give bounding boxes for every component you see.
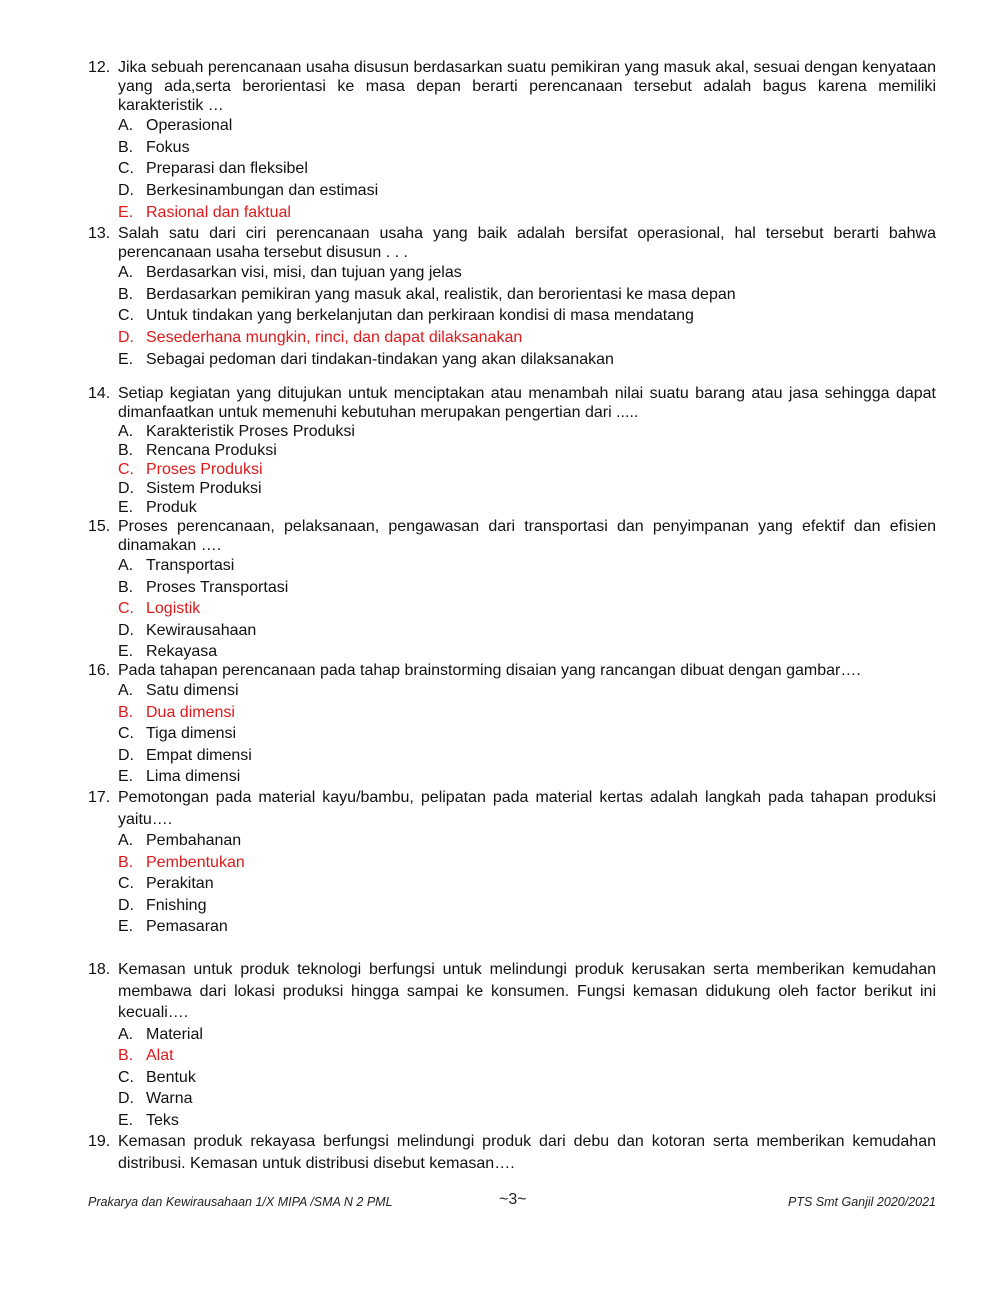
option-b — [118, 441, 936, 460]
option-letter: B. — [118, 1047, 134, 1064]
option-d — [118, 479, 936, 498]
option-e — [118, 498, 936, 517]
option-text: Material — [146, 1025, 203, 1043]
question-stem — [88, 384, 936, 422]
option-a — [118, 422, 936, 441]
option-letter: C. — [118, 1068, 134, 1086]
question-13 — [88, 224, 936, 371]
question-number: 14. — [88, 385, 111, 402]
option-e — [118, 766, 936, 788]
question-14 — [88, 384, 936, 517]
question-16 — [88, 661, 936, 788]
option-letter: C. — [118, 875, 134, 892]
option-text: Sesederhana mungkin, rinci, dan dapat dilaksanakan — [146, 329, 523, 347]
option-letter: D. — [118, 182, 134, 200]
question-text: Jika sebuah perencanaan usaha disusun berdasarkan suatu pemikiran yang masuk akal, sesuai dengan kenyataan yang ada,serta berorientasi ke masa depan berarti perencanaan tersebut adalah bagus karena memiliki karakteristik … — [118, 59, 936, 114]
option-text: Satu dimensi — [146, 682, 239, 699]
option-letter: B. — [118, 285, 134, 303]
option-text: Sistem Produksi — [146, 480, 262, 497]
option-letter: C. — [118, 461, 134, 478]
option-text: Sebagai pedoman dari tindakan-tindakan yang akan dilaksanakan — [146, 350, 614, 368]
question-text: Salah satu dari ciri perencanaan usaha yang baik adalah bersifat operasional, hal tersebut berarti bahwa perencanaan usaha tersebut disusun . . . — [118, 225, 936, 261]
option-d — [118, 1088, 936, 1110]
option-e — [118, 1110, 936, 1132]
option-letter: C. — [118, 725, 134, 742]
option-text: Operasional — [146, 117, 233, 134]
question-stem — [88, 58, 936, 115]
option-text: Berdasarkan visi, misi, dan tujuan yang jelas — [146, 264, 462, 281]
question-stem — [88, 1131, 936, 1174]
option-list — [118, 555, 936, 663]
option-letter: A. — [118, 264, 134, 281]
question-text: Kemasan produk rekayasa berfungsi melindungi produk dari debu dan kotoran serta memberikan kemudahan distribusi. Kemasan untuk distribusi disebut kemasan…. — [118, 1133, 936, 1172]
question-17 — [88, 787, 936, 938]
option-text: Fokus — [146, 138, 190, 156]
option-list — [118, 680, 936, 788]
option-text: Preparasi dan fleksibel — [146, 160, 308, 178]
question-stem — [88, 224, 936, 262]
option-e — [118, 916, 936, 938]
option-a — [118, 115, 936, 137]
option-letter: B. — [118, 703, 134, 721]
option-letter: D. — [118, 621, 134, 639]
option-b-correct — [118, 1045, 936, 1067]
question-number: 15. — [88, 518, 111, 535]
option-text: Transportasi — [146, 557, 235, 574]
question-number: 12. — [88, 59, 111, 76]
option-e — [118, 641, 936, 663]
option-letter: E. — [118, 918, 134, 935]
option-letter: E. — [118, 203, 134, 221]
option-list — [118, 422, 936, 517]
question-text: Setiap kegiatan yang ditujukan untuk menciptakan atau menambah nilai suatu barang atau jasa sehingga dapat dimanfaatkan untuk memenuhi kebutuhan merupakan pengertian dari ..... — [118, 385, 936, 421]
option-e-correct — [118, 202, 936, 224]
option-letter: C. — [118, 600, 134, 618]
option-letter: E. — [118, 768, 134, 785]
option-a — [118, 555, 936, 577]
option-letter: D. — [118, 480, 134, 497]
option-b-correct — [118, 702, 936, 724]
question-number: 13. — [88, 225, 111, 242]
option-d — [118, 745, 936, 767]
option-text: Rasional dan faktual — [146, 203, 291, 221]
option-c — [118, 723, 936, 745]
option-e — [118, 349, 936, 371]
question-18 — [88, 959, 936, 1131]
option-text: Proses Transportasi — [146, 578, 289, 596]
option-text: Pembahanan — [146, 832, 242, 849]
question-stem — [88, 661, 936, 680]
option-text: Berdasarkan pemikiran yang masuk akal, realistik, dan berorientasi ke masa depan — [146, 285, 736, 303]
footer-subject: Prakarya dan Kewirausahaan 1/X MIPA /SMA N 2 PML — [88, 1195, 393, 1209]
option-text: Fnishing — [146, 896, 207, 914]
question-text: Kemasan untuk produk teknologi berfungsi untuk melindungi produk kerusakan serta memberikan kemudahan membawa dari lokasi produksi hingga sampai ke konsumen. Fungsi kemasan didukung oleh factor berikut ini kecuali…. — [118, 961, 936, 1021]
option-letter: A. — [118, 682, 134, 699]
option-a — [118, 680, 936, 702]
option-c — [118, 305, 936, 327]
question-stem — [88, 517, 936, 555]
option-letter: A. — [118, 1025, 134, 1043]
option-letter: B. — [118, 578, 134, 596]
option-text: Teks — [146, 1111, 179, 1129]
option-letter: E. — [118, 1111, 134, 1129]
option-text: Pembentukan — [146, 853, 245, 871]
option-letter: E. — [118, 350, 134, 368]
option-text: Tiga dimensi — [146, 725, 237, 742]
option-c — [118, 158, 936, 180]
question-number: 18. — [88, 961, 111, 978]
option-text: Rencana Produksi — [146, 442, 277, 459]
question-text: Pemotongan pada material kayu/bambu, pelipatan pada material kertas adalah langkah pada tahapan produksi yaitu…. — [118, 789, 936, 828]
question-12 — [88, 58, 936, 224]
option-d — [118, 180, 936, 202]
question-19 — [88, 1131, 936, 1174]
page-number: ~3~ — [499, 1191, 527, 1208]
option-text: Warna — [146, 1090, 193, 1107]
option-text: Produk — [146, 499, 197, 516]
option-text: Untuk tindakan yang berkelanjutan dan perkiraan kondisi di masa mendatang — [146, 307, 694, 325]
option-text: Proses Produksi — [146, 461, 263, 478]
option-letter: D. — [118, 329, 134, 347]
option-letter: A. — [118, 557, 134, 574]
footer-exam: PTS Smt Ganjil 2020/2021 — [788, 1195, 936, 1209]
option-b — [118, 577, 936, 599]
option-letter: B. — [118, 442, 134, 459]
question-stem — [88, 787, 936, 830]
option-b — [118, 284, 936, 306]
option-text: Bentuk — [146, 1068, 196, 1086]
question-number: 19. — [88, 1133, 111, 1150]
question-15 — [88, 517, 936, 663]
option-text: Pemasaran — [146, 918, 228, 935]
option-letter: B. — [118, 853, 134, 871]
option-text: Dua dimensi — [146, 703, 235, 721]
option-text: Berkesinambungan dan estimasi — [146, 182, 379, 200]
option-letter: C. — [118, 160, 134, 178]
question-number: 16. — [88, 662, 111, 679]
option-a — [118, 262, 936, 284]
option-c — [118, 1067, 936, 1089]
option-list — [118, 830, 936, 938]
option-letter: D. — [118, 746, 134, 764]
option-b-correct — [118, 852, 936, 874]
option-c — [118, 873, 936, 895]
option-letter: A. — [118, 423, 134, 440]
option-letter: B. — [118, 138, 134, 156]
option-b — [118, 137, 936, 159]
option-letter: A. — [118, 117, 134, 134]
option-c-correct — [118, 460, 936, 479]
option-text: Rekayasa — [146, 643, 218, 661]
option-a — [118, 830, 936, 852]
option-letter: D. — [118, 1090, 134, 1107]
option-text: Karakteristik Proses Produksi — [146, 423, 355, 440]
question-stem — [88, 959, 936, 1024]
option-list — [118, 115, 936, 224]
option-letter: E. — [118, 643, 134, 661]
question-text: Proses perencanaan, pelaksanaan, pengawasan dari transportasi dan penyimpanan yang efektif dan efisien dinamakan …. — [118, 518, 936, 554]
option-d — [118, 620, 936, 642]
option-text: Kewirausahaan — [146, 621, 257, 639]
option-letter: D. — [118, 896, 134, 914]
option-text: Alat — [146, 1047, 174, 1064]
option-text: Logistik — [146, 600, 201, 618]
option-list — [118, 1024, 936, 1132]
option-list — [118, 262, 936, 371]
option-letter: C. — [118, 307, 134, 325]
option-c-correct — [118, 598, 936, 620]
question-number: 17. — [88, 789, 111, 806]
option-text: Lima dimensi — [146, 768, 241, 785]
option-d — [118, 895, 936, 917]
option-text: Perakitan — [146, 875, 214, 892]
option-letter: E. — [118, 499, 134, 516]
option-d-correct — [118, 327, 936, 349]
option-text: Empat dimensi — [146, 746, 252, 764]
question-text: Pada tahapan perencanaan pada tahap brainstorming disaian yang rancangan dibuat dengan gambar…. — [118, 662, 861, 679]
option-letter: A. — [118, 832, 134, 849]
option-a — [118, 1024, 936, 1046]
